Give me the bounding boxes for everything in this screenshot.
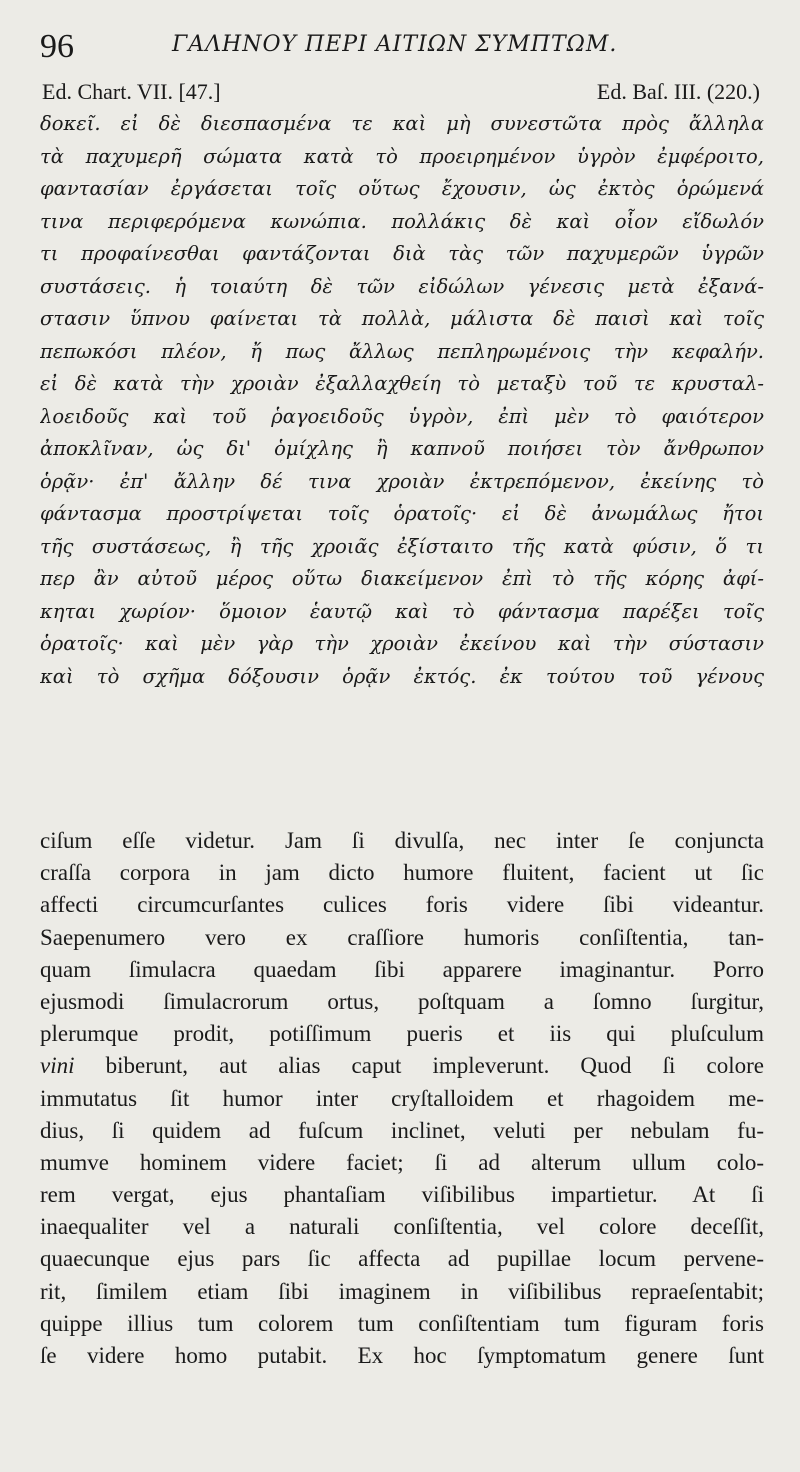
text-line: immutatus ſit humor inter cryſtalloidem et rhagoidem me- [40,1085,764,1111]
text-line: φαντασίαν ἐργάσεται τοῖς οὕτως ἔχουσιν, ὡς ἐκτὸς ὁρώμενά [40,177,764,200]
text-line: quam ſimulacra quaedam ſibi apparere imaginantur. Porro [40,956,764,982]
text-line: τὰ παχυμερῆ σώματα κατὰ τὸ προειρημένον ὑγρὸν ἐμφέροιτο, [40,144,764,168]
edition-reference-left: Ed. Chart. VII. [47.] [42,79,221,104]
text-line: plerumque prodit, potiſſimum pueris et iis qui pluſculum [40,1021,764,1047]
text-line: ciſum eſſe videtur. Jam ſi divulſa, nec inter ſe conjuncta [40,828,764,853]
running-title: ΓΑΛΗΝΟΥ ΠΕΡΙ ΑΙΤΙΩΝ ΣΥΜΠΤΩΜ. [172,32,618,57]
text-line: ὁρᾷν· ἐπ' ἄλλην δέ τινα χροιὰν ἐκτρεπόμενον, ἐκείνης τὸ [40,469,764,493]
text-line: quaecunque ejus pars ſic affecta ad pupillae locum pervene- [40,1246,764,1272]
text-line: ὁρατοῖς· καὶ μὲν γὰρ τὴν χροιὰν ἐκείνου καὶ τὴν σύστασιν [40,632,764,655]
text-line: craſſa corpora in jam dicto humore fluitent, facient ut ſic [40,860,764,886]
text-line: dius, ſi quidem ad fuſcum inclinet, veluti per nebulam fu- [40,1117,764,1143]
text-line: κηται χωρίον· ὅμοιον ἑαυτῷ καὶ τὸ φάντασμα παρέξει τοῖς [40,599,764,623]
greek-text-block [40,108,764,693]
text-line: στασιν ὕπνου φαίνεται τὰ πολλὰ, μάλιστα δὲ παισὶ καὶ τοῖς [40,307,764,330]
text-line: rit, ſimilem etiam ſibi imaginem in viſibilibus repraeſentabit; [40,1278,764,1304]
text-line: τι προφαίνεσθαι φαντάζονται διὰ τὰς τῶν παχυμερῶν ὑγρῶν [40,242,764,265]
page-number: 96 [40,28,74,65]
text-line: vini biberunt, aut alias caput impleverunt. Quod ſi colore [40,1053,764,1079]
text-line: πεπωκόσι πλέον, ἤ πως ἄλλως πεπληρωμένοις τὴν κεφαλήν. [40,339,764,363]
latin-text-block [40,825,764,1372]
text-line: inaequaliter vel a naturali conſiſtentia, vel colore deceſſit, [40,1214,764,1240]
text-line: δοκεῖ. εἰ δὲ διεσπασμένα τε καὶ μὴ συνεστῶτα πρὸς ἄλληλα [40,112,764,135]
text-line: quippe illius tum colorem tum conſiſtentiam tum figuram foris [40,1310,764,1336]
text-line: mumve hominem videre faciet; ſi ad alterum ullum colo- [40,1149,764,1175]
text-line: λοειδοῦς καὶ τοῦ ῥαγοειδοῦς ὑγρὸν, ἐπὶ μὲν τὸ φαιότερον [40,404,764,428]
text-line: καὶ τὸ σχῆμα δόξουσιν ὁρᾷν ἐκτός. ἐκ τούτου τοῦ γένους [40,664,764,688]
text-line: φάντασμα προστρίψεται τοῖς ὁρατοῖς· εἰ δὲ ἀνωμάλως ἤτοι [40,502,764,525]
text-line: τινα περιφερόμενα κωνώπια. πολλάκις δὲ καὶ οἷον εἴδωλόν [40,209,764,233]
text-line: ejusmodi ſimulacrorum ortus, poſtquam a ſomno ſurgitur, [40,988,764,1014]
text-line: περ ἂν αὐτοῦ μέρος οὕτω διακείμενον ἐπὶ τὸ τῆς κόρης ἀφί- [40,567,764,590]
text-line: τῆς συστάσεως, ἢ τῆς χροιᾶς ἐξίσταιτο τῆς κατὰ φύσιν, ὅ τι [40,534,764,558]
edition-reference-right: Ed. Baſ. III. (220.) [596,79,760,104]
text-line: ſe videre homo putabit. Ex hoc ſymptomatum genere ſunt [40,1343,764,1368]
text-line: ἀποκλῖναν, ὡς δι' ὁμίχλης ἢ καπνοῦ ποιήσει τὸν ἄνθρωπον [40,437,764,460]
text-line: συστάσεις. ἡ τοιαύτη δὲ τῶν εἰδώλων γένεσις μετὰ ἐξανά- [40,274,764,298]
text-line: Saepenumero vero ex craſſiore humoris conſiſtentia, tan- [40,924,764,950]
text-line: rem vergat, ejus phantaſiam viſibilibus impartietur. At ſi [40,1182,764,1208]
text-line: εἰ δὲ κατὰ τὴν χροιὰν ἐξαλλαχθείη τὸ μεταξὺ τοῦ τε κρυσταλ- [40,372,764,395]
text-line: affecti circumcurſantes culices foris videre ſibi videantur. [40,892,764,918]
